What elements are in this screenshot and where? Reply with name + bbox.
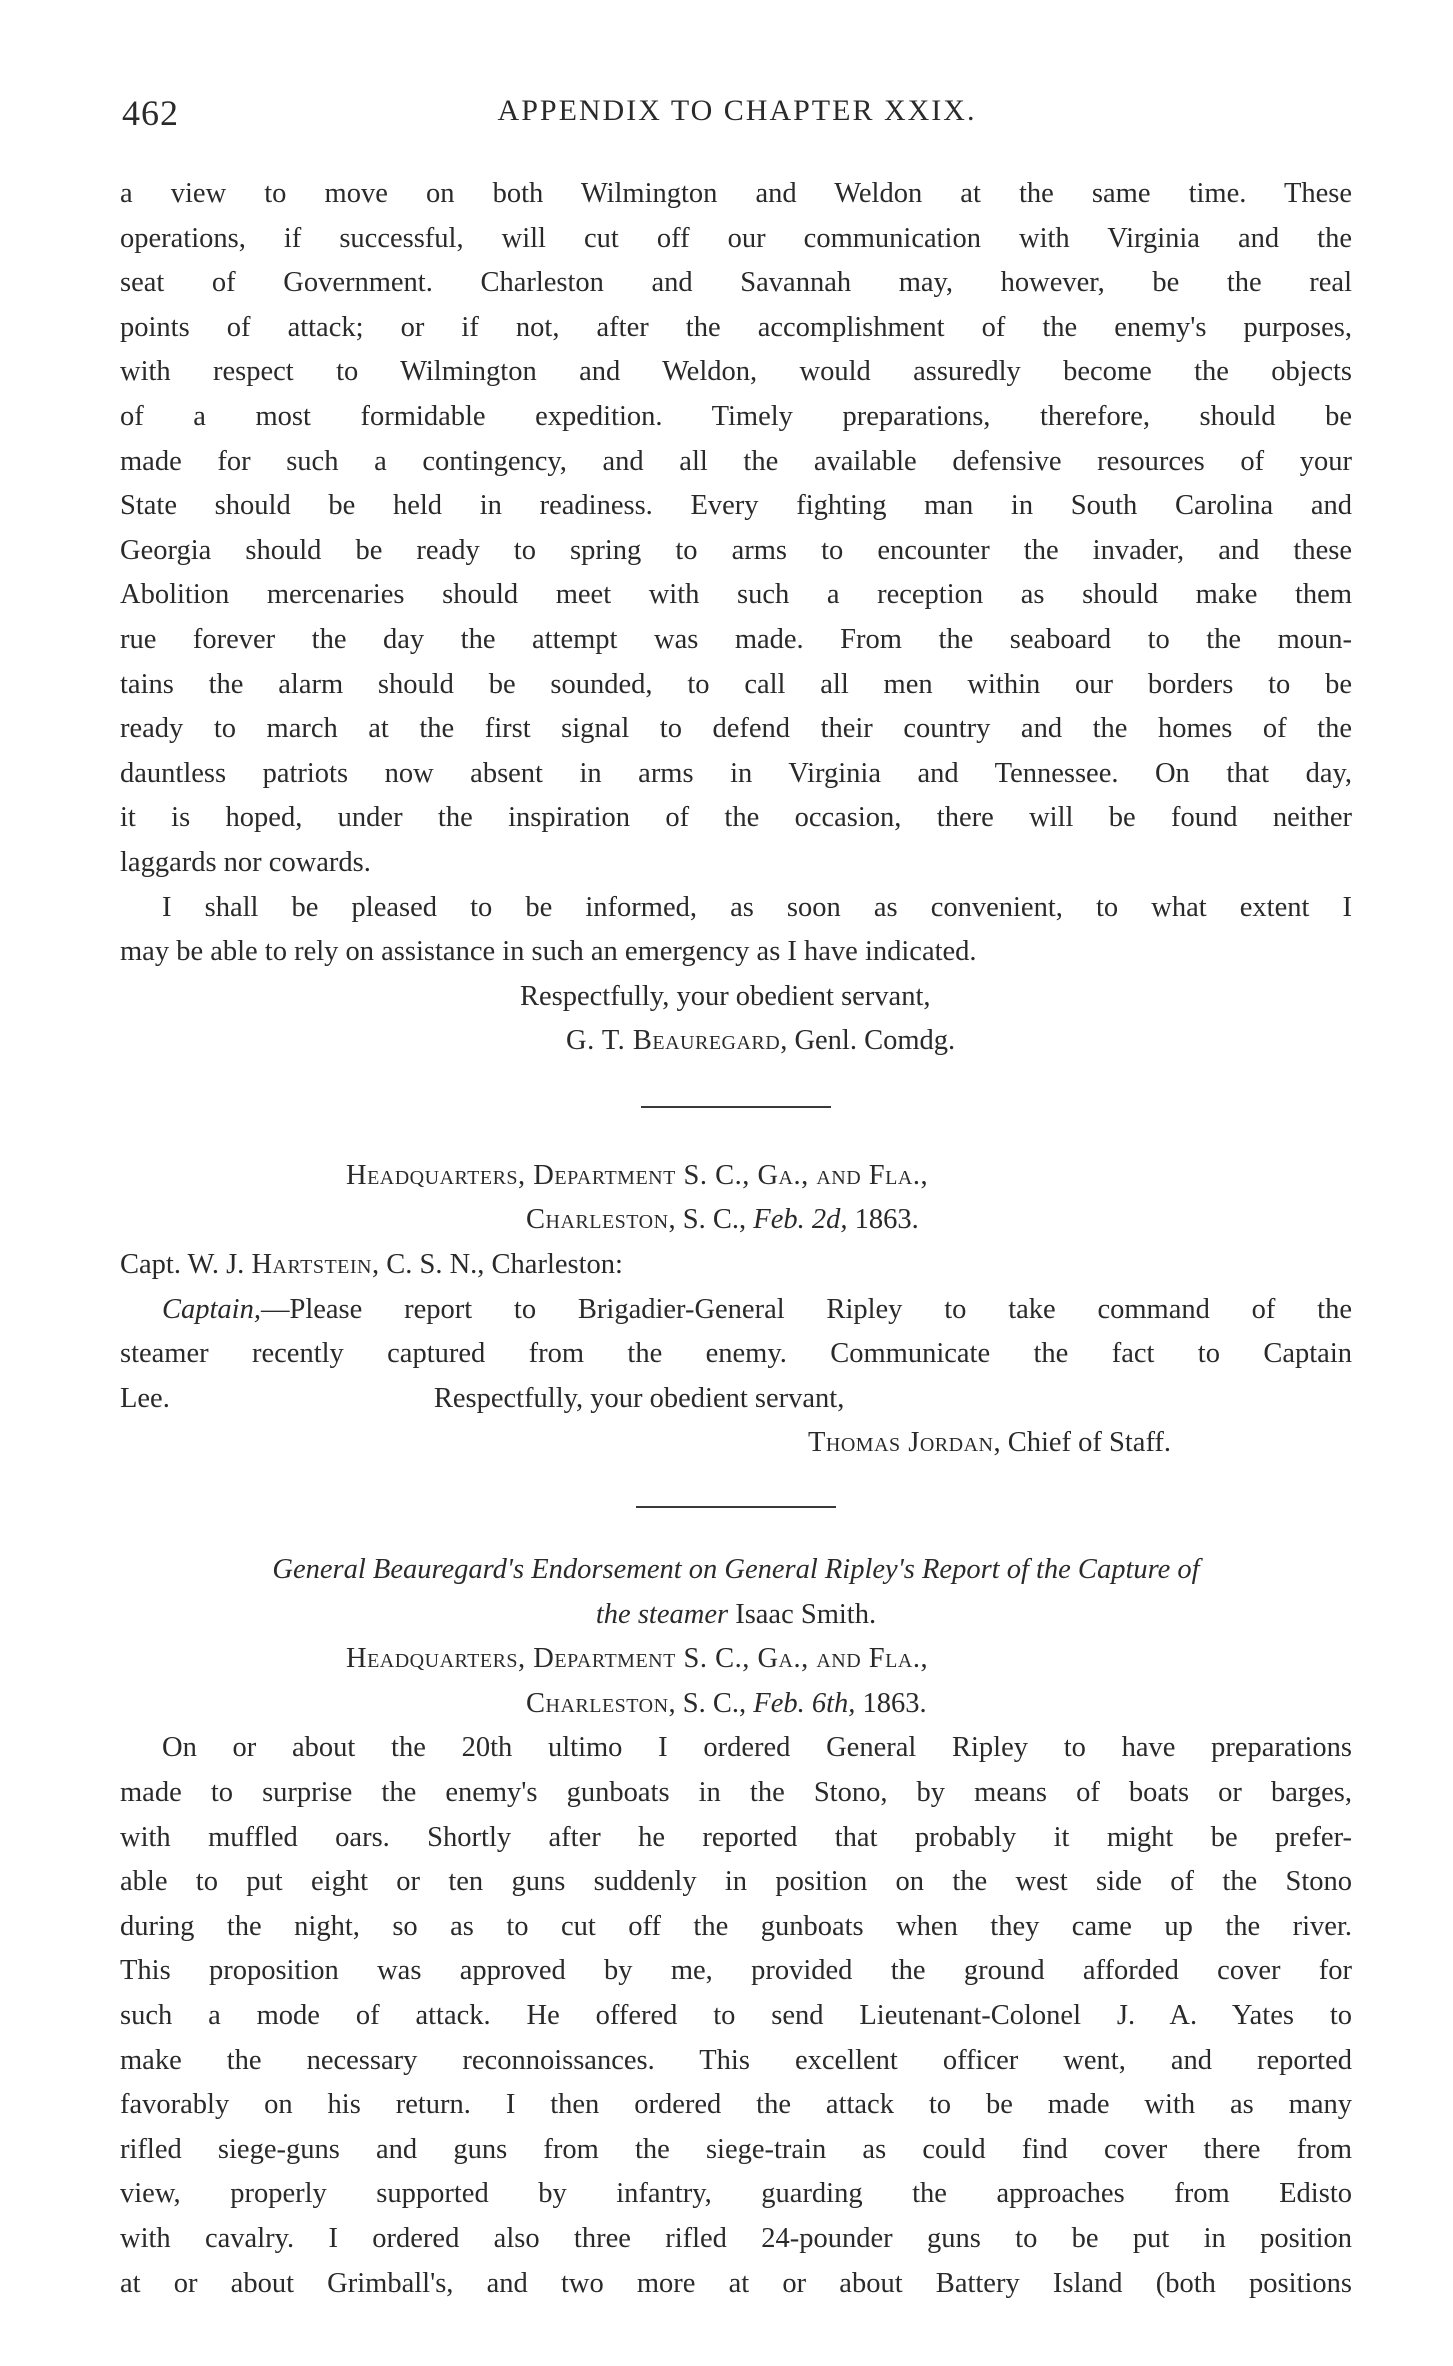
page-body xyxy=(120,172,1352,2306)
body-text: —Please report to Brigadier-General Ripley to take command of the xyxy=(260,1293,1352,1325)
text-line: during the night, so as to cut off the gunboats when they came up the river. xyxy=(120,1910,1352,1942)
addressee-suffix: , C. S. N., Charleston: xyxy=(371,1249,623,1281)
text-line: made to surprise the enemy's gunboats in the Stono, by means of boats or barges, xyxy=(120,1777,1352,1808)
text-line: ready to march at the first signal to defend their country and the homes of the xyxy=(120,713,1352,745)
addressee-prefix: Capt. W. J. xyxy=(120,1249,252,1281)
signature xyxy=(120,1019,1352,1064)
signature-name: Thomas Jordan xyxy=(808,1427,994,1459)
text-line: such a mode of attack. He offered to send Lieutenant-Colonel J. A. Yates to xyxy=(120,1999,1352,2031)
caption-italic: the steamer xyxy=(595,1598,729,1630)
heading-year: 1863. xyxy=(855,1687,927,1719)
text-line xyxy=(120,1377,1352,1422)
signature xyxy=(120,1421,1352,1466)
text-line: made for such a contingency, and all the available defensive resources of your xyxy=(120,445,1352,477)
complimentary-close: Respectfully, your obedient servant, xyxy=(433,1382,845,1414)
complimentary-close: Respectfully, your obedient servant, xyxy=(520,980,931,1012)
heading-state: , S. C., xyxy=(668,1687,754,1719)
text-line: State should be held in readiness. Every fighting man in South Carolina and xyxy=(120,490,1352,522)
heading-place: Charleston xyxy=(526,1204,669,1236)
letter-heading: Headquarters, Department S. C., Ga., and Fla., xyxy=(346,1159,929,1191)
letter-continuation xyxy=(120,172,1352,1064)
heading-place: Charleston xyxy=(526,1687,669,1719)
text-line: view, properly supported by infantry, guarding the approaches from Edisto xyxy=(120,2178,1352,2210)
salutation: Captain, xyxy=(162,1293,261,1325)
text-line: tains the alarm should be sounded, to call all men within our borders to be xyxy=(120,668,1352,700)
signature-title: , Chief of Staff. xyxy=(993,1427,1172,1459)
text-line: favorably on his return. I then ordered the attack to be made with as many xyxy=(120,2089,1352,2121)
heading-date: Feb. 6th, xyxy=(753,1687,856,1719)
heading-state: , S. C., xyxy=(668,1204,754,1236)
text-line: dauntless patriots now absent in arms in Virginia and Tennessee. On that day, xyxy=(120,757,1352,789)
text-line: with cavalry. I ordered also three rifled 24-pounder guns to be put in position xyxy=(120,2222,1352,2254)
text-line: I shall be pleased to be informed, as soon as convenient, to what extent I xyxy=(162,891,1352,923)
letter-heading-place xyxy=(120,1198,1352,1243)
signature-title: , Genl. Comdg. xyxy=(780,1025,956,1057)
text-line: of a most formidable expedition. Timely preparations, therefore, should be xyxy=(120,400,1352,432)
text-line: a view to move on both Wilmington and Weldon at the same time. These xyxy=(120,178,1352,209)
heading-date: Feb. 2d, xyxy=(753,1204,848,1236)
running-head: APPENDIX TO CHAPTER XXIX. xyxy=(497,94,977,127)
text-line: with respect to Wilmington and Weldon, would assuredly become the objects xyxy=(120,356,1352,388)
text-line: may be able to rely on assistance in such an emergency as I have indicated. xyxy=(120,936,977,968)
text-line: steamer recently captured from the enemy. Communicate the fact to Captain xyxy=(120,1338,1352,1370)
text-line: it is hoped, under the inspiration of the occasion, there will be found neither xyxy=(120,802,1352,834)
text-line: laggards nor cowards. xyxy=(120,846,371,878)
text-line: rue forever the day the attempt was made. From the seaboard to the moun- xyxy=(120,623,1352,655)
text-line: operations, if successful, will cut off our communication with Virginia and the xyxy=(120,222,1352,254)
section-divider xyxy=(641,1106,831,1108)
body-text: Lee. xyxy=(120,1382,170,1414)
text-line: make the necessary reconnoissances. This excellent officer went, and reported xyxy=(120,2044,1352,2076)
page-header xyxy=(122,92,1352,142)
section-divider xyxy=(636,1506,836,1508)
heading-year: 1863. xyxy=(847,1204,919,1236)
signature-name: G. T. Beauregard xyxy=(566,1025,781,1057)
section-caption: General Beauregard's Endorsement on General Ripley's Report of the Capture of xyxy=(272,1554,1200,1586)
text-line: with muffled oars. Shortly after he reported that probably it might be prefer- xyxy=(120,1821,1352,1853)
text-line: rifled siege-guns and guns from the siege-train as could find cover there from xyxy=(120,2133,1352,2165)
text-line: On or about the 20th ultimo I ordered General Ripley to have preparations xyxy=(162,1732,1352,1764)
letter-jordan xyxy=(120,1154,1352,1466)
text-line: able to put eight or ten guns suddenly in position on the west side of the Stono xyxy=(120,1866,1352,1898)
addressee xyxy=(120,1243,1352,1288)
text-line: at or about Grimball's, and two more at or about Battery Island (both positions xyxy=(120,2267,1352,2299)
text-line: Georgia should be ready to spring to arms to encounter the invader, and these xyxy=(120,534,1352,566)
text-line: points of attack; or if not, after the accomplishment of the enemy's purposes, xyxy=(120,311,1352,343)
letter-heading-place xyxy=(120,1682,1352,1727)
text-line: seat of Government. Charleston and Savannah may, however, be the real xyxy=(120,267,1352,299)
text-line: This proposition was approved by me, provided the ground afforded cover for xyxy=(120,1955,1352,1987)
text-line: Abolition mercenaries should meet with such a reception as should make them xyxy=(120,579,1352,611)
text-line xyxy=(120,1288,1352,1333)
section-caption xyxy=(120,1593,1352,1638)
caption-roman: Isaac Smith. xyxy=(728,1598,877,1630)
page-number: 462 xyxy=(122,93,179,133)
endorsement xyxy=(120,1548,1352,2306)
addressee-name: Hartstein xyxy=(251,1249,372,1281)
letter-heading: Headquarters, Department S. C., Ga., and Fla., xyxy=(346,1643,929,1675)
